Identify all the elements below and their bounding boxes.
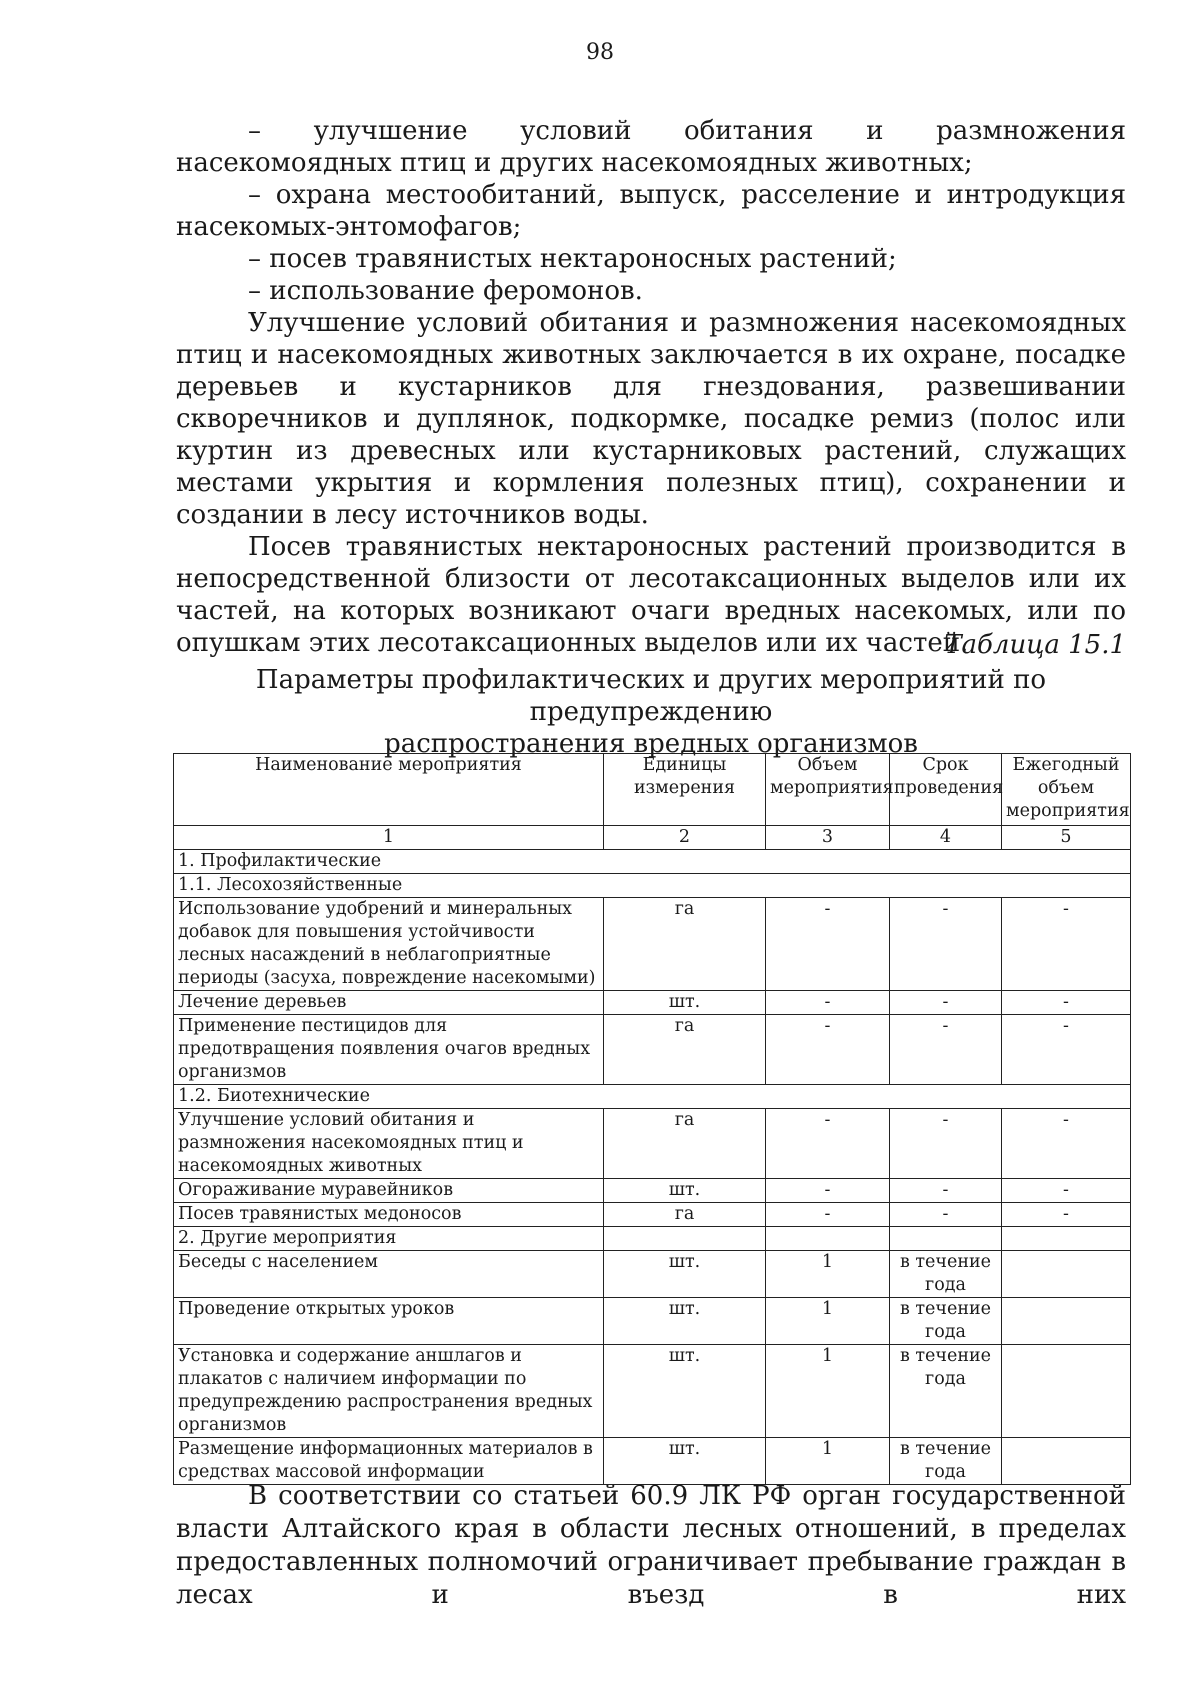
table-row	[174, 991, 1131, 1015]
measure-volume: -	[766, 1179, 890, 1203]
column-number: 1	[174, 826, 604, 850]
measure-term: -	[890, 1179, 1002, 1203]
table-row	[174, 1438, 1131, 1485]
table-label: Таблица 15.1	[944, 630, 1126, 660]
measure-volume: 1	[766, 1345, 890, 1438]
table-row	[174, 1203, 1131, 1227]
table-title-line: распространения вредных организмов	[384, 729, 918, 759]
bullet-item: – охрана местообитаний, выпуск, расселение и интродукция насекомых-энтомофагов;	[176, 180, 1126, 242]
bullet-item: – посев травянистых нектароносных растений;	[248, 244, 897, 274]
empty-cell	[766, 1227, 890, 1251]
column-number: 5	[1002, 826, 1131, 850]
measure-name: Установка и содержание аншлагов и плакатов с наличием информации по предупреждению распространения вредных организмов	[174, 1345, 604, 1438]
section-row	[174, 1085, 1131, 1109]
column-number: 2	[604, 826, 766, 850]
measure-unit: шт.	[604, 1345, 766, 1438]
measure-unit: га	[604, 898, 766, 991]
measure-unit: шт.	[604, 991, 766, 1015]
measure-name: Улучшение условий обитания и размножения насекомоядных птиц и насекомоядных животных	[174, 1109, 604, 1179]
measure-annual: -	[1002, 991, 1131, 1015]
section-row	[174, 1227, 1131, 1251]
closing-paragraph: В соответствии со статьей 60.9 ЛК РФ орган государственной власти Алтайского края в области лесных отношений, в пределах предоставленных полномочий ограничивает пребывание граждан в лесах и въезд в них	[176, 1481, 1126, 1610]
measure-annual	[1002, 1251, 1131, 1298]
section-row	[174, 874, 1131, 898]
measure-name: Лечение деревьев	[174, 991, 604, 1015]
measure-volume: 1	[766, 1251, 890, 1298]
measures-table	[173, 753, 1131, 1485]
measure-term: -	[890, 1015, 1002, 1085]
table-row	[174, 1298, 1131, 1345]
section-title: 1.1. Лесохозяйственные	[174, 874, 1131, 898]
measure-name: Беседы с населением	[174, 1251, 604, 1298]
measure-term: в течение года	[890, 1438, 1002, 1485]
measure-annual	[1002, 1298, 1131, 1345]
table-row	[174, 1015, 1131, 1085]
header-cell: Наименование мероприятия	[174, 754, 604, 826]
measure-volume: 1	[766, 1298, 890, 1345]
measure-term: -	[890, 898, 1002, 991]
header-cell: Единицы измерения	[604, 754, 766, 826]
measure-term: в течение года	[890, 1298, 1002, 1345]
column-number: 4	[890, 826, 1002, 850]
column-number: 3	[766, 826, 890, 850]
measure-term: в течение года	[890, 1251, 1002, 1298]
section-row	[174, 850, 1131, 874]
measure-unit: шт.	[604, 1179, 766, 1203]
measure-term: -	[890, 1109, 1002, 1179]
table-row	[174, 1251, 1131, 1298]
table-title	[176, 664, 1126, 760]
measure-annual: -	[1002, 1179, 1131, 1203]
measure-annual: -	[1002, 1109, 1131, 1179]
paragraph: Посев травянистых нектароносных растений производится в непосредственной близости от лесотаксационных выделов или их частей, на которых возникают очаги вредных насекомых, или по опушкам этих лесотаксационных выделов или их частей.	[176, 532, 1126, 658]
measure-unit: шт.	[604, 1251, 766, 1298]
measure-name: Использование удобрений и минеральных добавок для повышения устойчивости лесных насаждений в неблагоприятные периоды (засуха, повреждение насекомыми)	[174, 898, 604, 991]
measure-term: -	[890, 1203, 1002, 1227]
empty-cell	[1002, 1227, 1131, 1251]
paragraph: Улучшение условий обитания и размножения насекомоядных птиц и насекомоядных животных заключается в их охране, посадке деревьев и кустарников для гнездования, развешивании скворечников и дуплянок, подкормке, посадке ремиз (полос или куртин из древесных или кустарниковых растений, служащих местами укрытия и кормления полезных птиц), сохранении и создании в лесу источников воды.	[176, 308, 1126, 530]
measure-annual	[1002, 1438, 1131, 1485]
measure-annual	[1002, 1345, 1131, 1438]
measure-term: в течение года	[890, 1345, 1002, 1438]
measure-term: -	[890, 991, 1002, 1015]
table-row	[174, 1345, 1131, 1438]
table-title-line: Параметры профилактических и других мероприятий по предупреждению	[255, 665, 1047, 727]
measure-unit: га	[604, 1015, 766, 1085]
measure-unit: га	[604, 1109, 766, 1179]
measure-name: Проведение открытых уроков	[174, 1298, 604, 1345]
empty-cell	[890, 1227, 1002, 1251]
body-text	[176, 115, 1126, 659]
header-cell: Срок проведения	[890, 754, 1002, 826]
closing-paragraph-block	[176, 1480, 1126, 1612]
measure-name: Огораживание муравейников	[174, 1179, 604, 1203]
measure-name: Посев травянистых медоносов	[174, 1203, 604, 1227]
page-number: 98	[586, 40, 614, 65]
measure-volume: 1	[766, 1438, 890, 1485]
table-row	[174, 1179, 1131, 1203]
header-cell: Объем мероприятия	[766, 754, 890, 826]
table-row	[174, 1109, 1131, 1179]
measure-volume: -	[766, 898, 890, 991]
empty-cell	[604, 1227, 766, 1251]
section-title: 2. Другие мероприятия	[174, 1227, 604, 1251]
measure-volume: -	[766, 991, 890, 1015]
measure-volume: -	[766, 1109, 890, 1179]
section-title: 1.2. Биотехнические	[174, 1085, 1131, 1109]
measure-name: Применение пестицидов для предотвращения появления очагов вредных организмов	[174, 1015, 604, 1085]
section-title: 1. Профилактические	[174, 850, 1131, 874]
measure-annual: -	[1002, 1015, 1131, 1085]
header-cell: Ежегодный объем мероприятия	[1002, 754, 1131, 826]
column-number-row	[174, 826, 1131, 850]
bullet-item: – использование феромонов.	[248, 276, 643, 306]
measure-unit: га	[604, 1203, 766, 1227]
bullet-item: – улучшение условий обитания и размножения насекомоядных птиц и других насекомоядных животных;	[176, 116, 1126, 178]
measure-unit: шт.	[604, 1298, 766, 1345]
measure-volume: -	[766, 1015, 890, 1085]
table-header-row	[174, 754, 1131, 826]
measure-annual: -	[1002, 1203, 1131, 1227]
measure-unit: шт.	[604, 1438, 766, 1485]
table-row	[174, 898, 1131, 991]
measure-annual: -	[1002, 898, 1131, 991]
measure-volume: -	[766, 1203, 890, 1227]
measure-name: Размещение информационных материалов в средствах массовой информации	[174, 1438, 604, 1485]
